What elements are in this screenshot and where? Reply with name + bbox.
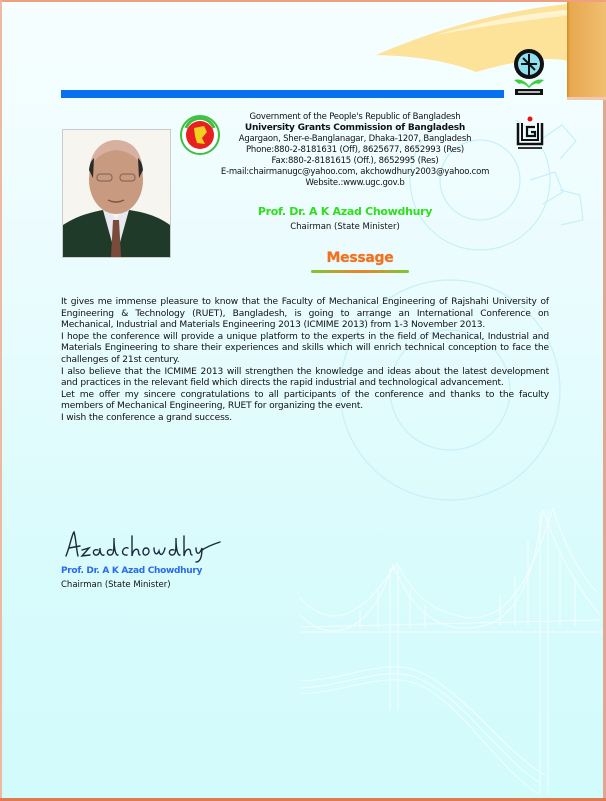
corner-rule (567, 97, 606, 100)
website-line: Website.:www.ugc.gov.b (305, 178, 405, 188)
message-paragraph: I hope the conference will provide a unique platform to the experts in the field of Mechanical, Industrial and Materials Engineering to share their experiences and skills which will enrich technical conception to face the challenges of 21st century. (61, 331, 549, 365)
message-paragraph: It gives me immense pleasure to know that the Faculty of Mechanical Engineering of Rajshahi University of Engineering & Technology (RUET), Bangladesh, is going to arrange an International Conference on Mechanical, Industrial and Materials Engineering 2013 (ICMIME 2013) from 1-3 November 2013. (61, 297, 549, 331)
header-blue-rule (61, 90, 504, 98)
border-left (0, 0, 2, 801)
ugc-logo-icon (515, 116, 545, 154)
government-line: Government of the People's Republic of Bangladesh (249, 112, 461, 122)
phone-line: Phone:880-2-8181631 (Off), 8625677, 8652993 (Res) (245, 145, 465, 155)
chairman-portrait-photo (62, 129, 171, 258)
border-top (0, 0, 606, 2)
email-line: E-mail:chairmanugc@yahoo.com, akchowdhury2003@yahoo.com (220, 167, 490, 177)
fax-line: Fax:880-2-8181615 (Off.), 8652995 (Res) (271, 156, 439, 166)
chairman-name: Prof. Dr. A K Azad Chowdhury (257, 205, 433, 218)
message-paragraph: I wish the conference a grand success. (61, 412, 232, 423)
ruet-logo-icon (509, 46, 549, 98)
bangladesh-emblem-icon (180, 114, 220, 156)
message-heading-underline (311, 270, 409, 273)
handwritten-signature (62, 528, 222, 564)
chairman-title: Chairman (State Minister) (290, 222, 400, 232)
organization-name: University Grants Commission of Bangladesh (244, 123, 466, 133)
signatory-name: Prof. Dr. A K Azad Chowdhury (61, 566, 203, 576)
letterhead (220, 112, 490, 189)
message-body (61, 297, 549, 425)
corner-wing-decoration (316, 0, 606, 95)
message-paragraph: Let me offer my sincere congratulations to all participants of the conference and thanks to the faculty members of Mechanical Engineering, RUET for organizing the event. (61, 389, 549, 412)
signatory-title: Chairman (State Minister) (61, 580, 171, 590)
message-heading: Message (326, 250, 394, 266)
address-line: Agargaon, Sher-e-Banglanagar, Dhaka-1207, Bangladesh (238, 134, 472, 144)
corner-orange-bar (567, 2, 606, 97)
message-paragraph: I also believe that the ICMIME 2013 will strengthen the knowledge and ideas about the latest development and practices in the relevant field which directs the rapid industrial and technological advancement. (61, 366, 549, 389)
